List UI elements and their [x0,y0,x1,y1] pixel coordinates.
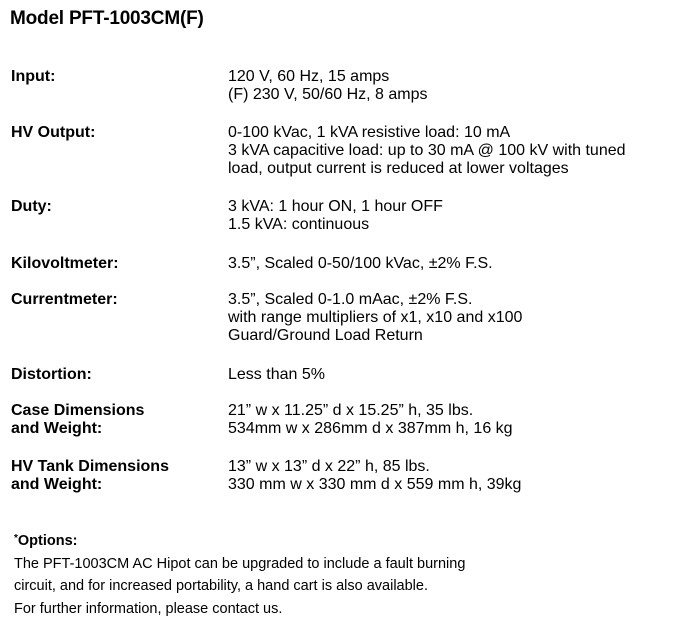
spec-label-line: and Weight: [11,420,103,437]
options-section [14,528,465,620]
options-marker: * [14,533,18,544]
spec-value-line: 534mm w x 286mm d x 387mm h, 16 kg [228,420,513,437]
spec-value-line: (F) 230 V, 50/60 Hz, 8 amps [228,86,428,103]
spec-value-line: 3.5”, Scaled 0-1.0 mAac, ±2% F.S. [228,291,473,308]
options-line: For further information, please contact us. [14,600,283,617]
spec-value-line: 3 kVA: 1 hour ON, 1 hour OFF [228,198,443,215]
spec-label-line: Duty: [11,198,52,215]
spec-label-line: Kilovoltmeter: [11,255,119,272]
spec-value-line: 3.5”, Scaled 0-50/100 kVac, ±2% F.S. [228,255,493,272]
spec-label [11,124,95,142]
spec-value-line: load, output current is reduced at lower voltages [228,160,569,177]
spec-value [228,291,522,345]
spec-label-line: and Weight: [11,476,103,493]
spec-value-line: 1.5 kVA: continuous [228,216,370,233]
spec-label [11,458,169,494]
spec-label-line: HV Tank Dimensions [11,458,169,475]
spec-value-line: 13” w x 13” d x 22” h, 85 lbs. [228,458,430,475]
spec-value [228,402,513,438]
spec-value-line: 0-100 kVac, 1 kVA resistive load: 10 mA [228,124,511,141]
spec-label [11,291,118,309]
spec-label [11,198,52,216]
options-title-text: Options: [17,533,78,549]
page-title: Model PFT-1003CM(F) [10,8,204,29]
spec-value-line: Less than 5% [228,366,325,383]
spec-value [228,124,626,178]
options-title [14,528,465,553]
spec-label-line: Case Dimensions [11,402,145,419]
spec-value [228,366,325,384]
spec-value-line: 21” w x 11.25” d x 15.25” h, 35 lbs. [228,402,474,419]
options-line: The PFT-1003CM AC Hipot can be upgraded to include a fault burning [14,555,466,572]
spec-value-line: 120 V, 60 Hz, 15 amps [228,68,390,85]
spec-value [228,255,493,273]
spec-value [228,198,443,234]
spec-label-line: Distortion: [11,366,92,383]
spec-label-line: Input: [11,68,56,85]
spec-value-line: with range multipliers of x1, x10 and x100 [228,309,523,326]
spec-value-line: Guard/Ground Load Return [228,327,423,344]
spec-label [11,68,55,86]
spec-label-line: HV Output: [11,124,96,141]
spec-value-line: 330 mm w x 330 mm d x 559 mm h, 39kg [228,476,522,493]
options-line: circuit, and for increased portability, a hand cart is also available. [14,578,429,594]
spec-label [11,366,92,384]
spec-value [228,458,521,494]
spec-value [228,68,428,104]
spec-value-line: 3 kVA capacitive load: up to 30 mA @ 100 kV with tuned [228,142,626,159]
spec-label [11,255,119,273]
spec-label-line: Currentmeter: [11,291,118,308]
spec-label [11,402,144,438]
